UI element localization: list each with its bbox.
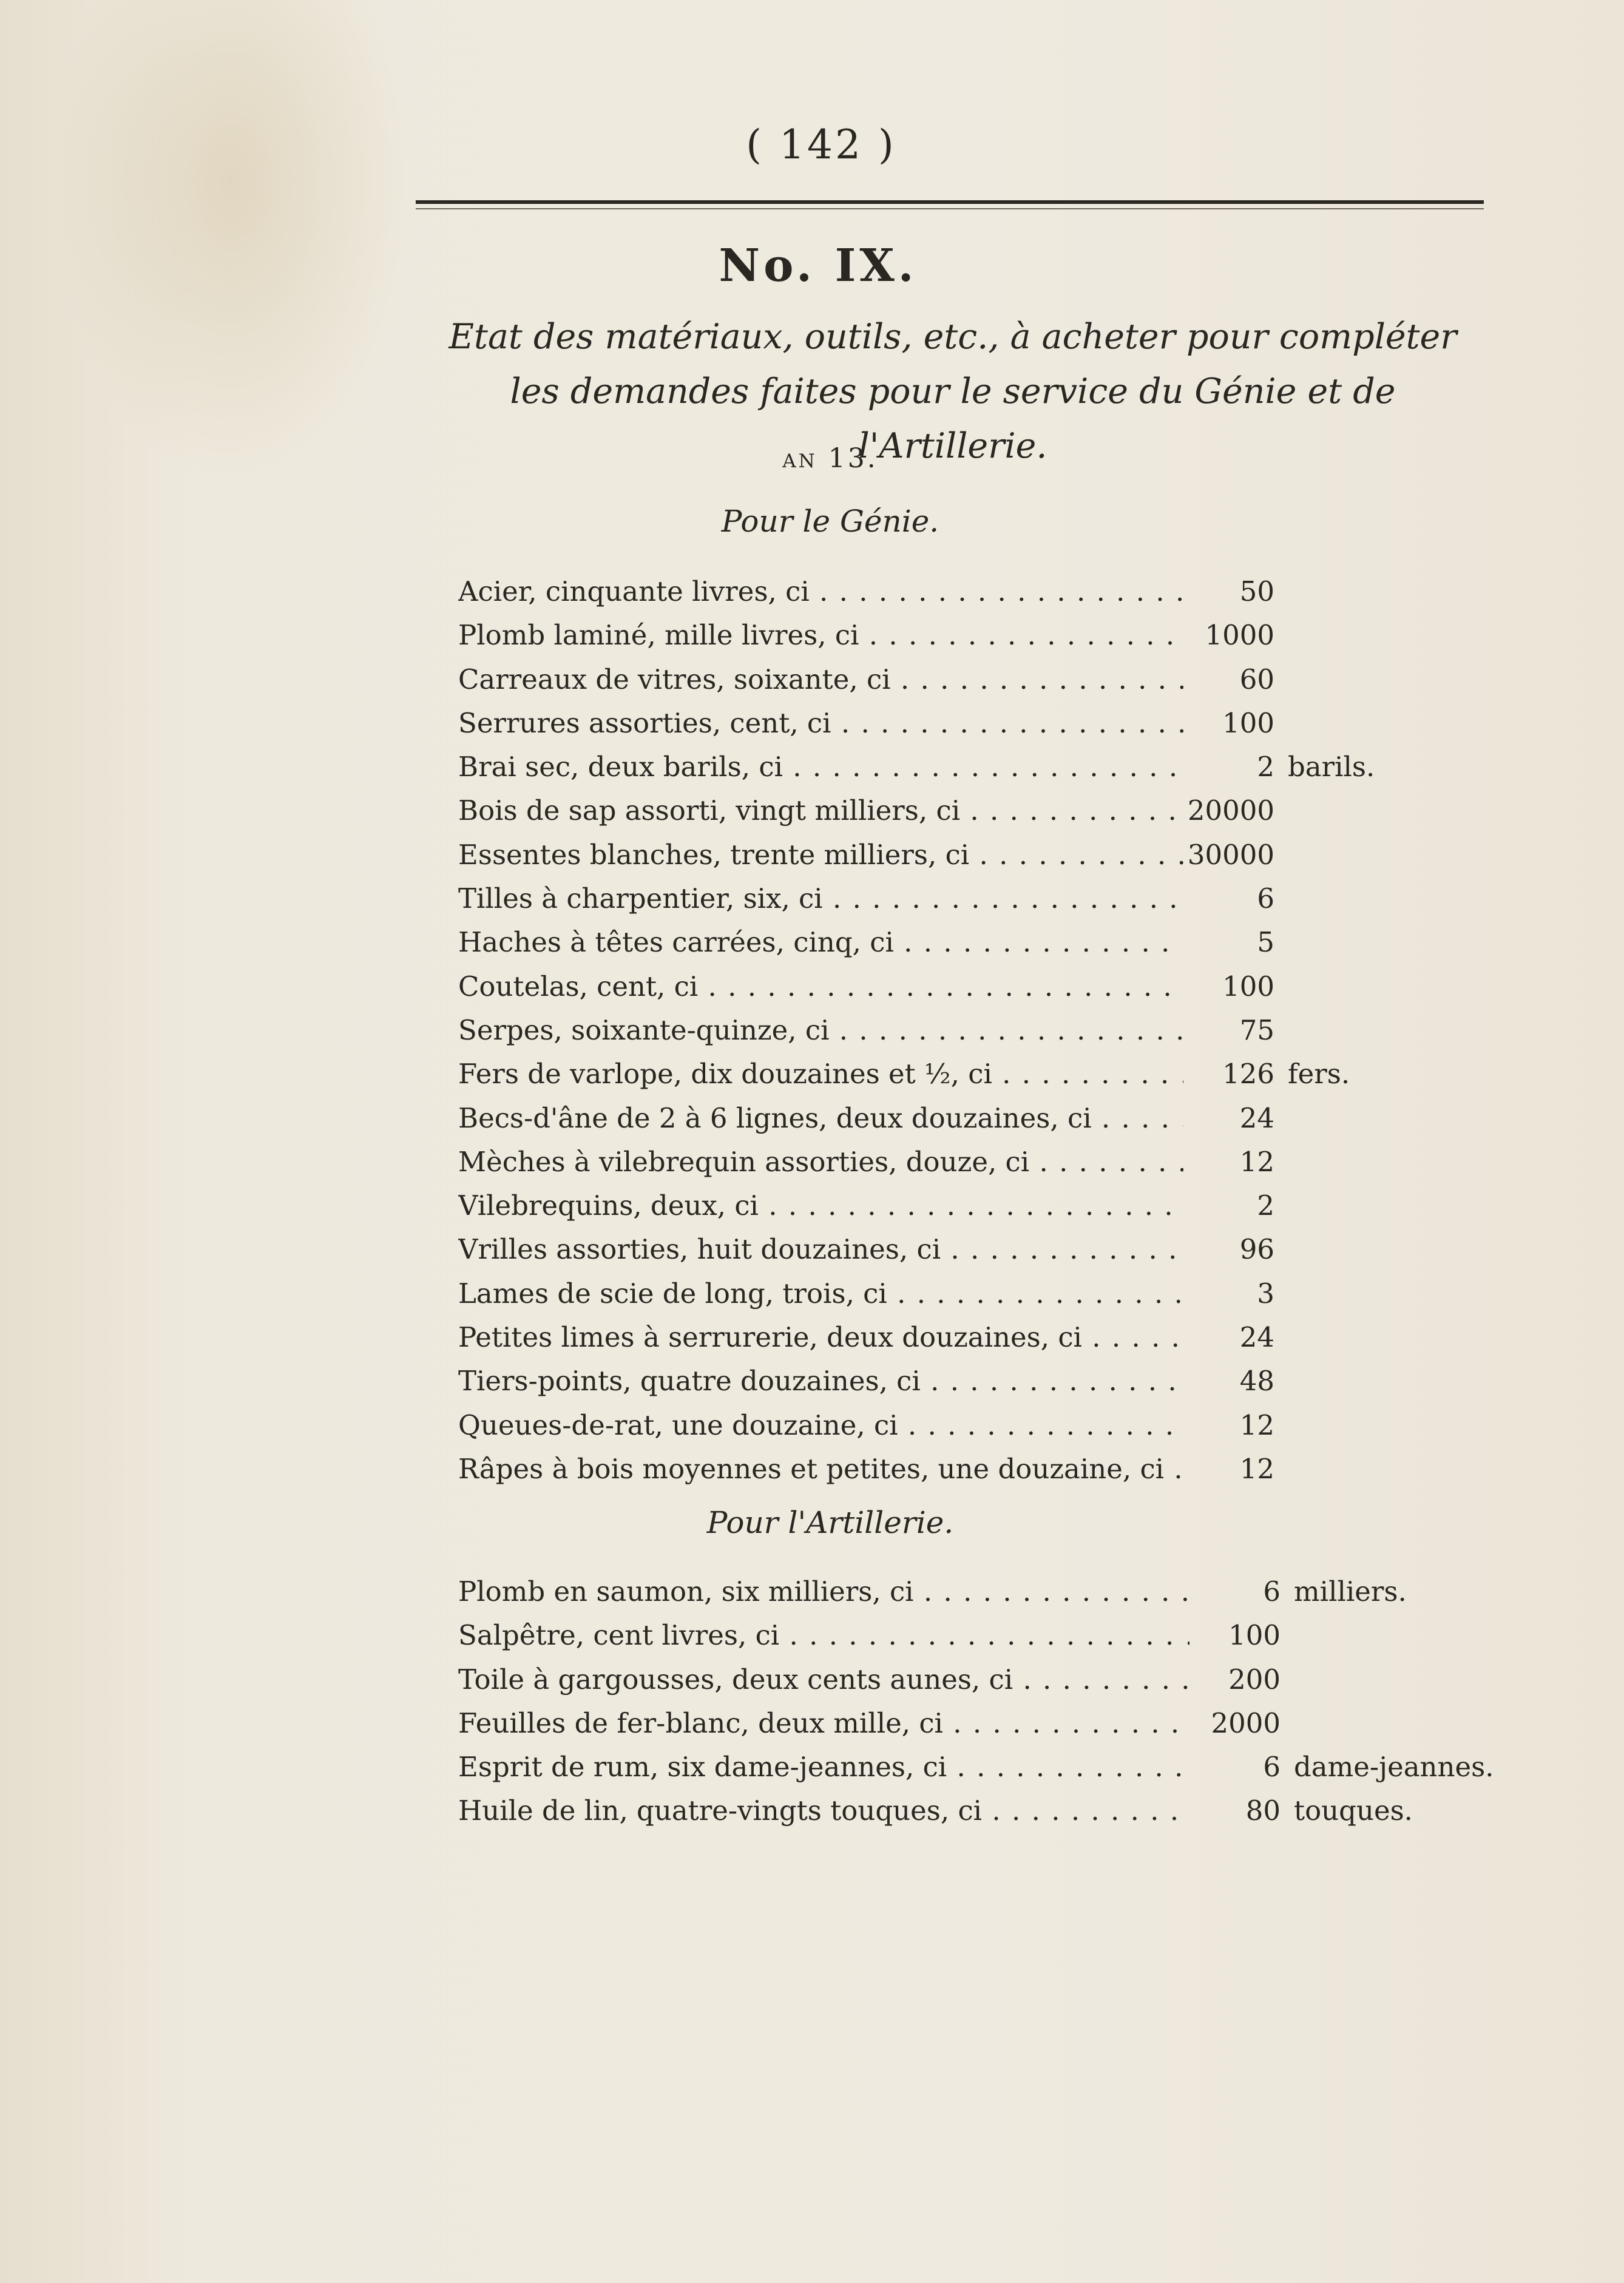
item-description: Fers de varlope, dix douzaines et ½, ci . . . bbox=[458, 1058, 1183, 1090]
list-item bbox=[458, 1619, 1502, 1663]
item-description: Bois de sap assorti, vingt milliers, ci . . . bbox=[458, 794, 1183, 827]
item-description: Lames de scie de long, trois, ci . . . bbox=[458, 1277, 1183, 1310]
section-number: No. IX. bbox=[719, 240, 918, 292]
artillerie-item-list bbox=[458, 1575, 1502, 1839]
item-quantity: 100 bbox=[1222, 970, 1274, 1003]
item-description: Carreaux de vitres, soixante, ci . . . bbox=[458, 663, 1183, 695]
genie-heading: Pour le Génie. bbox=[721, 504, 939, 539]
list-item bbox=[458, 1663, 1502, 1707]
item-description: Toile à gargousses, deux cents aunes, ci . . . bbox=[458, 1663, 1189, 1696]
item-quantity: 24 bbox=[1239, 1101, 1274, 1134]
list-item bbox=[458, 1014, 1502, 1058]
list-item bbox=[458, 663, 1502, 707]
item-description: Plomb laminé, mille livres, ci . . . bbox=[458, 619, 1183, 651]
item-quantity: 60 bbox=[1239, 663, 1274, 695]
list-item bbox=[458, 1453, 1502, 1497]
list-item bbox=[458, 1277, 1502, 1321]
list-item bbox=[458, 1189, 1502, 1233]
list-item bbox=[458, 970, 1502, 1014]
item-unit: dame-jeannes. bbox=[1294, 1751, 1494, 1784]
item-description: Feuilles de fer-blanc, deux mille, ci . . . bbox=[458, 1707, 1189, 1739]
item-unit: milliers. bbox=[1294, 1575, 1407, 1608]
item-quantity: 96 bbox=[1239, 1233, 1274, 1266]
header-rule-thin bbox=[416, 208, 1484, 209]
item-description: Petites limes à serrurerie, deux douzaines, ci . . . bbox=[458, 1321, 1183, 1353]
header-rule bbox=[416, 200, 1484, 204]
item-description: Plomb en saumon, six milliers, ci . . . bbox=[458, 1575, 1189, 1608]
item-quantity: 6 bbox=[1263, 1575, 1281, 1608]
list-item bbox=[458, 1146, 1502, 1189]
item-description: Esprit de rum, six dame-jeannes, ci . . . bbox=[458, 1751, 1189, 1783]
item-description: Serrures assorties, cent, ci . . . bbox=[458, 707, 1183, 739]
item-quantity: 12 bbox=[1239, 1409, 1274, 1441]
item-quantity: 12 bbox=[1239, 1145, 1274, 1178]
item-quantity: 75 bbox=[1239, 1013, 1274, 1046]
item-quantity: 100 bbox=[1222, 706, 1274, 739]
item-quantity: 200 bbox=[1228, 1663, 1281, 1696]
item-quantity: 48 bbox=[1239, 1365, 1274, 1398]
list-item bbox=[458, 751, 1502, 794]
item-quantity: 6 bbox=[1263, 1751, 1281, 1784]
list-item bbox=[458, 839, 1502, 882]
item-unit: touques. bbox=[1294, 1794, 1413, 1827]
item-quantity: 100 bbox=[1228, 1619, 1281, 1652]
page-number: ( 142 ) bbox=[746, 121, 896, 168]
list-item bbox=[458, 707, 1502, 751]
item-description: Acier, cinquante livres, ci . . . bbox=[458, 575, 1183, 607]
list-item bbox=[458, 575, 1502, 619]
item-quantity: 30000 bbox=[1187, 838, 1274, 871]
item-description: Becs-d'âne de 2 à 6 lignes, deux douzaines, ci . . . bbox=[458, 1102, 1183, 1134]
item-description: Salpêtre, cent livres, ci . . . bbox=[458, 1619, 1189, 1651]
item-description: Coutelas, cent, ci . . . bbox=[458, 970, 1183, 1003]
list-item bbox=[458, 794, 1502, 838]
item-unit: barils. bbox=[1288, 751, 1375, 783]
item-description: Vrilles assorties, huit douzaines, ci . . . bbox=[458, 1233, 1183, 1265]
item-description: Huile de lin, quatre-vingts touques, ci . . . bbox=[458, 1794, 1189, 1827]
list-item bbox=[458, 1233, 1502, 1277]
list-item bbox=[458, 1575, 1502, 1619]
item-quantity: 2000 bbox=[1211, 1706, 1281, 1739]
list-item bbox=[458, 1058, 1502, 1101]
list-item bbox=[458, 882, 1502, 926]
item-quantity: 3 bbox=[1257, 1277, 1274, 1310]
item-quantity: 50 bbox=[1239, 575, 1274, 607]
item-description: Brai sec, deux barils, ci . . . bbox=[458, 751, 1183, 783]
list-item bbox=[458, 1751, 1502, 1794]
item-description: Râpes à bois moyennes et petites, une douzaine, ci . . . bbox=[458, 1453, 1183, 1485]
item-description: Mèches à vilebrequin assorties, douze, ci . . . bbox=[458, 1146, 1183, 1178]
document-title: Etat des matériaux, outils, etc., à acheter pour compléter les demandes faites pour le service du Génie et de l'Artillerie. bbox=[448, 317, 1457, 466]
list-item bbox=[458, 1102, 1502, 1146]
list-item bbox=[458, 1409, 1502, 1453]
list-item bbox=[458, 926, 1502, 970]
item-description: Serpes, soixante-quinze, ci . . . bbox=[458, 1014, 1183, 1046]
item-description: Haches à têtes carrées, cinq, ci . . . bbox=[458, 926, 1183, 958]
list-item bbox=[458, 1365, 1502, 1409]
list-item bbox=[458, 619, 1502, 663]
item-unit: fers. bbox=[1288, 1058, 1350, 1091]
item-quantity: 126 bbox=[1222, 1058, 1274, 1091]
item-quantity: 80 bbox=[1245, 1794, 1281, 1827]
item-description: Vilebrequins, deux, ci . . . bbox=[458, 1189, 1183, 1222]
item-quantity: 5 bbox=[1257, 926, 1274, 959]
artillerie-heading: Pour l'Artillerie. bbox=[706, 1505, 954, 1540]
item-quantity: 2 bbox=[1257, 1189, 1274, 1222]
item-description: Essentes blanches, trente milliers, ci . . . bbox=[458, 839, 1183, 871]
list-item bbox=[458, 1321, 1502, 1365]
item-quantity: 1000 bbox=[1205, 619, 1274, 652]
item-quantity: 20000 bbox=[1187, 794, 1274, 827]
list-item bbox=[458, 1707, 1502, 1751]
item-quantity: 24 bbox=[1239, 1321, 1274, 1354]
list-item bbox=[458, 1794, 1502, 1838]
year-label: an 13. bbox=[782, 443, 878, 474]
item-quantity: 2 bbox=[1257, 751, 1274, 783]
item-quantity: 6 bbox=[1257, 882, 1274, 915]
item-description: Queues-de-rat, une douzaine, ci . . . bbox=[458, 1409, 1183, 1441]
item-quantity: 12 bbox=[1239, 1452, 1274, 1485]
item-description: Tiers-points, quatre douzaines, ci . . . bbox=[458, 1365, 1183, 1397]
genie-item-list bbox=[458, 575, 1502, 1497]
item-description: Tilles à charpentier, six, ci . . . bbox=[458, 882, 1183, 915]
